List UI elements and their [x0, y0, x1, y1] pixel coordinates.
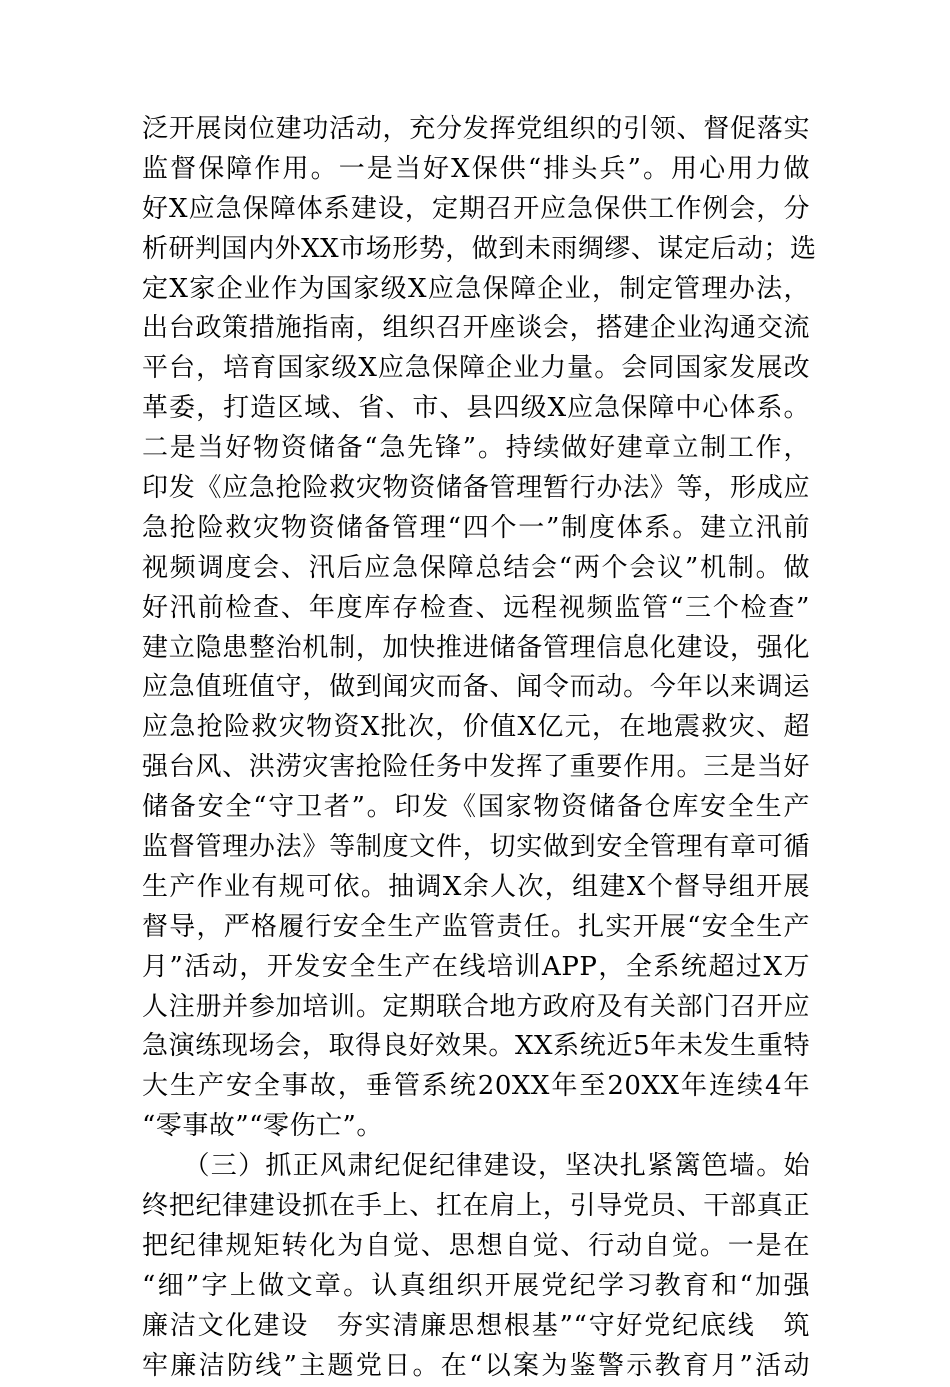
text-line: 出台政策措施指南，组织召开座谈会，搭建企业沟通交流	[142, 313, 810, 344]
text-line: 牢廉洁防线”主题党日。在“以案为鉴警示教育月”活动	[142, 1350, 810, 1381]
text-line: 强台风、洪涝灾害抢险任务中发挥了重要作用。三是当好	[142, 752, 810, 783]
text-line: 平台，培育国家级X应急保障企业力量。会同国家发展改	[142, 353, 810, 384]
text-line: 泛开展岗位建功活动，充分发挥党组织的引领、督促落实	[142, 114, 810, 144]
text-line: 督导，严格履行安全生产监管责任。扎实开展“安全生产	[142, 911, 810, 942]
text-line: 监督管理办法》等制度文件，切实做到安全管理有章可循	[142, 832, 810, 863]
text-line: 革委，打造区域、省、市、县四级X应急保障中心体系。	[142, 393, 810, 424]
text-line: 廉洁文化建设 夯实清廉思想根基”“守好党纪底线 筑	[142, 1310, 810, 1341]
text-line: 印发《应急抢险救灾物资储备管理暂行办法》等，形成应	[142, 473, 810, 504]
text-line: 生产作业有规可依。抽调X余人次，组建X个督导组开展	[142, 871, 810, 902]
text-line: 急演练现场会，取得良好效果。XX系统近5年未发生重特	[142, 1031, 810, 1062]
text-line: 把纪律规矩转化为自觉、思想自觉、行动自觉。一是在	[142, 1230, 810, 1261]
text-line: 二是当好物资储备“急先锋”。持续做好建章立制工作，	[142, 433, 810, 464]
text-line: 好X应急保障体系建设，定期召开应急保供工作例会，分	[142, 193, 810, 224]
document-body-text	[142, 110, 817, 1387]
text-line: 应急抢险救灾物资X批次，价值X亿元，在地震救灾、超	[142, 712, 810, 743]
text-line: 监督保障作用。一是当好X保供“排头兵”。用心用力做	[142, 153, 810, 184]
text-line: 储备安全“守卫者”。印发《国家物资储备仓库安全生产	[142, 792, 810, 823]
text-line: 视频调度会、汛后应急保障总结会“两个会议”机制。做	[142, 552, 810, 583]
text-line: 终把纪律建设抓在手上、扛在肩上，引导党员、干部真正	[142, 1191, 810, 1222]
text-line: 人注册并参加培训。定期联合地方政府及有关部门召开应	[142, 991, 810, 1022]
text-line: 急抢险救灾物资储备管理“四个一”制度体系。建立汛前	[142, 512, 810, 543]
text-line: 好汛前检查、年度库存检查、远程视频监管“三个检查”	[142, 592, 810, 623]
section-heading-line: （三）抓正风肃纪促纪律建设，坚决扎紧篱笆墙。始	[142, 1151, 810, 1182]
text-line: 大生产安全事故，垂管系统20XX年至20XX年连续4年	[142, 1071, 810, 1102]
text-line: 月”活动，开发安全生产在线培训APP，全系统超过X万	[142, 951, 810, 982]
text-line: 析研判国内外XX市场形势，做到未雨绸缪、谋定后动；选	[142, 233, 817, 264]
text-line: 定X家企业作为国家级X应急保障企业，制定管理办法，	[142, 273, 810, 304]
text-line: 应急值班值守，做到闻灾而备、闻令而动。今年以来调运	[142, 672, 810, 703]
text-line: 建立隐患整治机制，加快推进储备管理信息化建设，强化	[142, 632, 810, 663]
text-line: “零事故”“零伤亡”。	[142, 1111, 383, 1142]
text-line: “细”字上做文章。认真组织开展党纪学习教育和“加强	[142, 1270, 810, 1301]
